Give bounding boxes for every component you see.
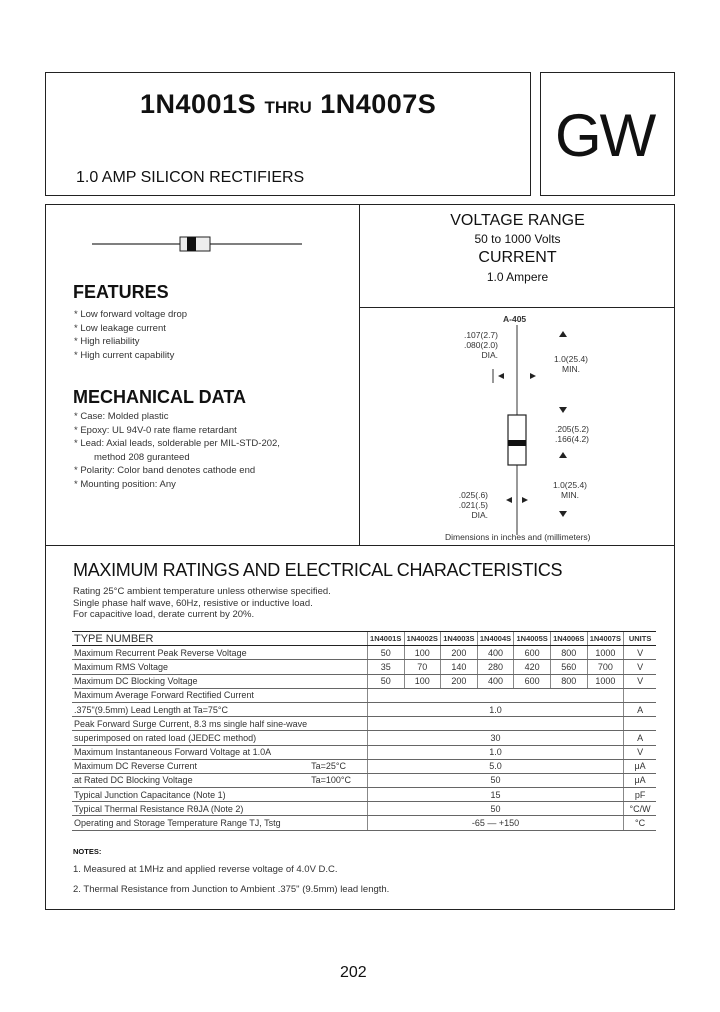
- row-condition: [309, 745, 367, 759]
- value-cell: 200: [441, 674, 478, 688]
- mechanical-list: [74, 410, 280, 491]
- value-cell: 70: [404, 660, 441, 674]
- value-cell: 280: [477, 660, 514, 674]
- lead-dia-dim: [458, 330, 498, 360]
- condition-line: For capacitive load, derate current by 20%.: [73, 609, 255, 620]
- table-row: [72, 788, 656, 802]
- dim-text: MIN.: [562, 364, 580, 374]
- value-cell: 600: [514, 646, 551, 660]
- row-label: Operating and Storage Temperature Range TJ, Tstg: [72, 816, 309, 830]
- table-row: [72, 745, 656, 759]
- value-cell: 140: [441, 660, 478, 674]
- value-cell: 420: [514, 660, 551, 674]
- unit-cell: [624, 688, 656, 702]
- unit-cell: μA: [624, 759, 656, 773]
- row-label: superimposed on rated load (JEDEC method): [72, 731, 309, 745]
- list-item: * Mounting position: Any: [74, 478, 176, 490]
- page-number: 202: [340, 964, 367, 981]
- unit-cell: A: [624, 702, 656, 716]
- ratings-summary: [360, 212, 675, 284]
- value-cell: 100: [404, 646, 441, 660]
- note-2: 2. Thermal Resistance from Junction to Ambient .375" (9.5mm) lead length.: [73, 884, 390, 895]
- row-label: Maximum DC Reverse Current: [72, 759, 309, 773]
- value-cell: 50: [367, 773, 623, 787]
- table-row: [72, 717, 656, 731]
- dim-text: .166(4.2): [554, 434, 590, 444]
- value-cell: 600: [514, 674, 551, 688]
- dim-text: .025(.6): [458, 490, 488, 500]
- row-label: Maximum DC Blocking Voltage: [72, 674, 309, 688]
- note-1: 1. Measured at 1MHz and applied reverse voltage of 4.0V D.C.: [73, 864, 338, 875]
- table-row: [72, 702, 656, 716]
- part-title: [140, 89, 436, 120]
- table-header-cell: UNITS: [624, 632, 656, 646]
- condition-line: Rating 25°C ambient temperature unless otherwise specified.: [73, 586, 331, 597]
- list-item: * Polarity: Color band denotes cathode end: [74, 465, 256, 476]
- ratings-divider: [359, 307, 675, 308]
- value-cell: 1000: [587, 646, 624, 660]
- value-cell: 1.0: [367, 702, 623, 716]
- list-item: * Case: Molded plastic: [74, 411, 169, 422]
- list-item: * Epoxy: UL 94V-0 rate flame retardant: [74, 424, 237, 436]
- row-label: Peak Forward Surge Current, 8.3 ms single half sine-wave: [72, 717, 309, 731]
- row-condition: [309, 802, 367, 816]
- dim-text: 1.0(25.4): [552, 480, 588, 490]
- characteristics-title: MAXIMUM RATINGS AND ELECTRICAL CHARACTERISTICS: [73, 560, 563, 580]
- row-condition: [309, 731, 367, 745]
- row-label: Maximum Average Forward Rectified Current: [72, 688, 309, 702]
- unit-cell: V: [624, 646, 656, 660]
- row-label: Maximum RMS Voltage: [72, 660, 309, 674]
- unit-cell: A: [624, 731, 656, 745]
- list-item: * Lead: Axial leads, solderable per MIL-STD-202,: [74, 438, 280, 449]
- dim-text: DIA.: [481, 350, 498, 360]
- table-header-cell: 1N4006S: [550, 632, 587, 646]
- row-label: Typical Junction Capacitance (Note 1): [72, 788, 309, 802]
- table-row: [72, 773, 656, 787]
- table-header-cell: 1N4003S: [441, 632, 478, 646]
- table-row: [72, 731, 656, 745]
- row-label: Typical Thermal Resistance RθJA (Note 2): [72, 802, 309, 816]
- voltage-range-value: 50 to 1000 Volts: [474, 232, 561, 246]
- dim-text: 1.0(25.4): [553, 354, 589, 364]
- value-cell: [367, 688, 623, 702]
- row-condition: [309, 788, 367, 802]
- table-row: [72, 688, 656, 702]
- row-condition: [309, 816, 367, 830]
- table-header-cell: 1N4005S: [514, 632, 551, 646]
- value-cell: 560: [550, 660, 587, 674]
- row-condition: [309, 660, 367, 674]
- value-cell: 5.0: [367, 759, 623, 773]
- voltage-range-title: VOLTAGE RANGE: [450, 212, 585, 229]
- dim-text: .107(2.7): [463, 330, 498, 340]
- lead-len-bottom-dim: [550, 480, 590, 500]
- unit-cell: V: [624, 674, 656, 688]
- table-header-row: [72, 632, 656, 646]
- row-label: .375"(9.5mm) Lead Length at Ta=75°C: [72, 702, 309, 716]
- value-cell: 800: [550, 674, 587, 688]
- value-cell: -65 — +150: [367, 816, 623, 830]
- package-name: A-405: [503, 314, 527, 324]
- dimension-note: Dimensions in inches and (millimeters): [445, 532, 591, 542]
- table-header-cell: 1N4004S: [477, 632, 514, 646]
- unit-cell: V: [624, 745, 656, 759]
- current-title: CURRENT: [478, 249, 557, 266]
- table-header-cell: TYPE NUMBER: [72, 632, 367, 646]
- unit-cell: μA: [624, 773, 656, 787]
- notes-title: NOTES:: [73, 847, 102, 856]
- dim-text: MIN.: [561, 490, 579, 500]
- row-label: Maximum Recurrent Peak Reverse Voltage: [72, 646, 309, 660]
- value-cell: 1.0: [367, 745, 623, 759]
- value-cell: 50: [367, 674, 404, 688]
- title-block: [45, 72, 531, 196]
- list-item: * High reliability: [74, 336, 140, 347]
- list-item: * High current capability: [74, 349, 175, 361]
- current-value: 1.0 Ampere: [486, 270, 549, 284]
- table-row: [72, 660, 656, 674]
- value-cell: 1000: [587, 674, 624, 688]
- lead-len-top-dim: [551, 354, 591, 374]
- table-row: [72, 646, 656, 660]
- dim-text: DIA.: [471, 510, 488, 520]
- value-cell: 15: [367, 788, 623, 802]
- table-header-cell: 1N4001S: [367, 632, 404, 646]
- thru-label: THRU: [264, 98, 312, 117]
- logo-box: [540, 72, 675, 196]
- part-start: 1N4001S: [140, 89, 257, 119]
- table-row: [72, 674, 656, 688]
- dim-text: .205(5.2): [554, 424, 590, 434]
- value-cell: 50: [367, 802, 623, 816]
- diode-icon: [92, 234, 302, 254]
- value-cell: 35: [367, 660, 404, 674]
- row-label: Maximum Instantaneous Forward Voltage at 1.0A: [72, 745, 309, 759]
- dim-text: .080(2.0): [463, 340, 498, 350]
- value-cell: 400: [477, 646, 514, 660]
- features-list: [74, 308, 187, 362]
- body-len-dim: [552, 424, 592, 444]
- value-cell: [367, 717, 623, 731]
- features-title: FEATURES: [73, 282, 169, 302]
- table-header-cell: 1N4007S: [587, 632, 624, 646]
- list-item: * Low leakage current: [74, 322, 166, 334]
- unit-cell: pF: [624, 788, 656, 802]
- row-condition: Ta=100°C: [309, 773, 367, 787]
- gw-logo: GW: [555, 102, 655, 169]
- row-condition: Ta=25°C: [309, 759, 367, 773]
- table-row: [72, 816, 656, 830]
- value-cell: 700: [587, 660, 624, 674]
- condition-line: Single phase half wave, 60Hz, resistive or inductive load.: [73, 597, 313, 609]
- table-header-cell: 1N4002S: [404, 632, 441, 646]
- row-condition: [309, 717, 367, 731]
- row-condition: [309, 688, 367, 702]
- characteristics-table: [72, 631, 656, 831]
- value-cell: 200: [441, 646, 478, 660]
- value-cell: 30: [367, 731, 623, 745]
- mechanical-title: MECHANICAL DATA: [73, 387, 246, 407]
- value-cell: 100: [404, 674, 441, 688]
- part-end: 1N4007S: [320, 89, 437, 119]
- page-subtitle: 1.0 AMP SILICON RECTIFIERS: [76, 169, 305, 186]
- value-cell: 800: [550, 646, 587, 660]
- list-item: method 208 guranteed: [94, 451, 190, 463]
- unit-cell: [624, 717, 656, 731]
- table-row: [72, 759, 656, 773]
- value-cell: 400: [477, 674, 514, 688]
- row-condition: [309, 646, 367, 660]
- dim-text: .021(.5): [458, 500, 488, 510]
- row-condition: [309, 702, 367, 716]
- row-condition: [309, 674, 367, 688]
- wire-dia-dim: [450, 490, 488, 520]
- row-label: at Rated DC Blocking Voltage: [72, 773, 309, 787]
- unit-cell: °C: [624, 816, 656, 830]
- unit-cell: °C/W: [624, 802, 656, 816]
- rating-conditions: [73, 586, 331, 621]
- unit-cell: V: [624, 660, 656, 674]
- table-row: [72, 802, 656, 816]
- list-item: * Low forward voltage drop: [74, 309, 188, 320]
- value-cell: 50: [367, 646, 404, 660]
